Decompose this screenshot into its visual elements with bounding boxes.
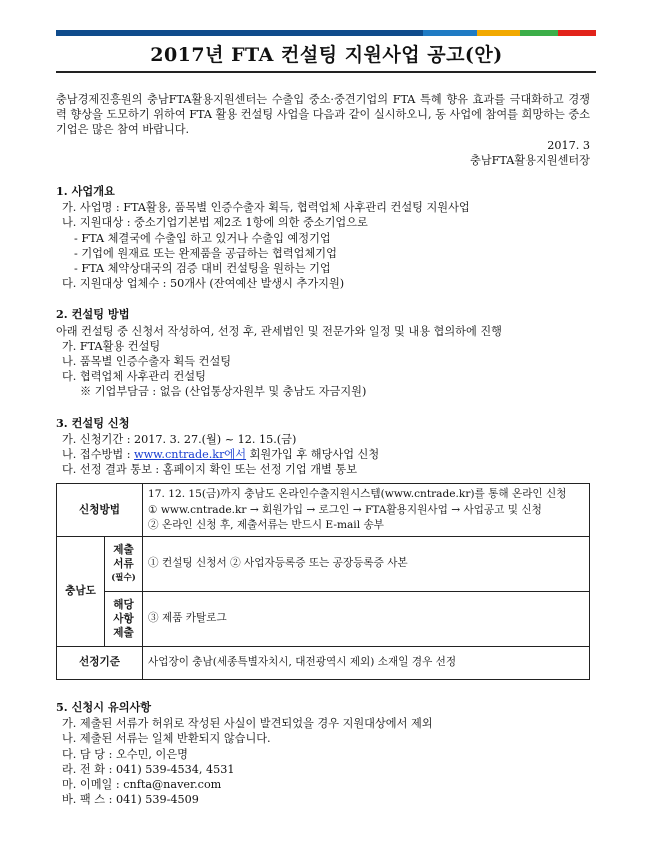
announcement-signature: 충남FTA활용지원센터장 [470, 153, 590, 167]
section3-heading: 3. 컨설팅 신청 [56, 415, 130, 430]
section3-method [56, 447, 590, 462]
table-row [57, 537, 590, 592]
section2-line: 다. 협력업체 사후관리 컨설팅 [62, 370, 206, 384]
extra-label-line: 사항 [113, 613, 134, 626]
apply-method-line: ② 온라인 신청 후, 제출서류는 반드시 E-mail 송부 [148, 518, 384, 531]
table-row [57, 592, 590, 647]
section5-line: 다. 담 당 : 오수민, 이은명 [62, 747, 188, 761]
section5-line: 바. 팩 스 : 041) 539-4509 [62, 793, 199, 807]
docs-label-line: 서류 [113, 558, 134, 571]
section1-line: 다. 지원대상 업체수 : 50개사 (잔여예산 발생시 추가지원) [62, 277, 345, 291]
apply-method-line: ① www.cntrade.kr → 회원가입 → 로그인 → FTA활용지원사업 → 사업공고 및 신청 [148, 503, 542, 516]
application-table [56, 483, 590, 680]
apply-method-cell [143, 484, 590, 537]
region-label: 충남도 [57, 537, 105, 647]
extra-label-line: 해당 [113, 599, 134, 612]
document-body [56, 92, 590, 808]
extra-label-line: 제출 [113, 627, 134, 640]
criteria-label: 선정기준 [57, 647, 143, 680]
header-bar-seg-green [520, 30, 558, 36]
header-bar-seg-blue [56, 30, 423, 36]
section3-period: 가. 신청기간 : 2017. 3. 27.(월) ~ 12. 15.(금) [62, 432, 297, 446]
section2-desc: 아래 컨설팅 중 신청서 작성하여, 선정 후, 관세법인 및 전문가와 일정 및 내용 협의하에 진행 [56, 324, 502, 338]
page-title: 2017년 FTA 컨설팅 지원사업 공고(안) [150, 44, 503, 66]
method-suffix: 회원가입 후 해당사업 신청 [246, 448, 380, 462]
apply-method-line: 17. 12. 15(금)까지 충남도 온라인수출지원시스템(www.cntrade.kr)를 통해 온라인 신청 [148, 488, 567, 501]
table-row [57, 484, 590, 537]
required-docs-value: ① 컨설팅 신청서 ② 사업자등록증 또는 공장등록증 사본 [143, 537, 590, 592]
header-bar-seg-yellow [477, 30, 520, 36]
section5-line: 가. 제출된 서류가 허위로 작성된 사실이 발견되었을 경우 지원대상에서 제외 [62, 717, 433, 731]
section1-sub-line: - FTA 체결국에 수출입 하고 있거나 수출입 예정기업 [74, 231, 331, 245]
section3-result: 다. 선정 결과 통보 : 홈페이지 확인 또는 선정 기업 개별 통보 [62, 463, 358, 477]
extra-docs-value: ③ 제품 카탈로그 [143, 592, 590, 647]
docs-label-line: (필수) [111, 573, 136, 584]
section5-line: 나. 제출된 서류는 일체 반환되지 않습니다. [62, 732, 271, 746]
header-bar-seg-red [558, 30, 596, 36]
table-row [57, 647, 590, 680]
section1-line: 나. 지원대상 : 중소기업기본법 제2조 1항에 의한 중소기업으로 [62, 216, 368, 230]
section2-line: 나. 품목별 인증수출자 획득 컨설팅 [62, 355, 232, 369]
title-underline [56, 71, 596, 73]
intro-paragraph: 충남경제진흥원의 충남FTA활용지원센터는 수출입 중소·중견기업의 FTA 특혜 향유 효과를 극대화하고 경쟁력 향상을 도모하기 위하여 FTA 활용 컨설팅 사업을 다음과 같이 실시하오니, 동 사업에 참여를 희망하는 중소기업은 많은 참여 바랍니다. [56, 93, 590, 137]
section2-note: ※ 기업부담금 : 없음 (산업통상자원부 및 충남도 자금지원) [80, 385, 367, 399]
header-bar-seg-lightblue [423, 30, 477, 36]
criteria-value: 사업장이 충남(세종특별자치시, 대전광역시 제외) 소재일 경우 선정 [143, 647, 590, 680]
section1-sub-line: - 기업에 원재료 또는 완제품을 공급하는 협력업체기업 [74, 246, 337, 260]
section2-heading: 2. 컨설팅 방법 [56, 307, 130, 322]
section1-heading: 1. 사업개요 [56, 184, 115, 199]
announcement-date: 2017. 3 [547, 138, 590, 152]
apply-method-label: 신청방법 [57, 484, 143, 537]
cntrade-link[interactable]: www.cntrade.kr에서 [134, 448, 247, 462]
section5-line: 라. 전 화 : 041) 539-4534, 4531 [62, 762, 235, 776]
section5-heading: 5. 신청시 유의사항 [56, 700, 152, 715]
section1-line: 가. 사업명 : FTA활용, 품목별 인증수출자 획득, 협력업체 사후관리 컨설팅 지원사업 [62, 201, 470, 215]
docs-label-line: 제출 [113, 544, 134, 557]
extra-docs-label [105, 592, 143, 647]
section1-sub-line: - FTA 체약상대국의 검증 대비 컨설팅을 원하는 기업 [74, 262, 331, 276]
section2-line: 가. FTA활용 컨설팅 [62, 339, 161, 353]
required-docs-label [105, 537, 143, 592]
header-color-bar [56, 30, 596, 36]
method-prefix: 나. 접수방법 : [62, 448, 135, 462]
section5-line: 마. 이메일 : cnfta@naver.com [62, 778, 222, 792]
